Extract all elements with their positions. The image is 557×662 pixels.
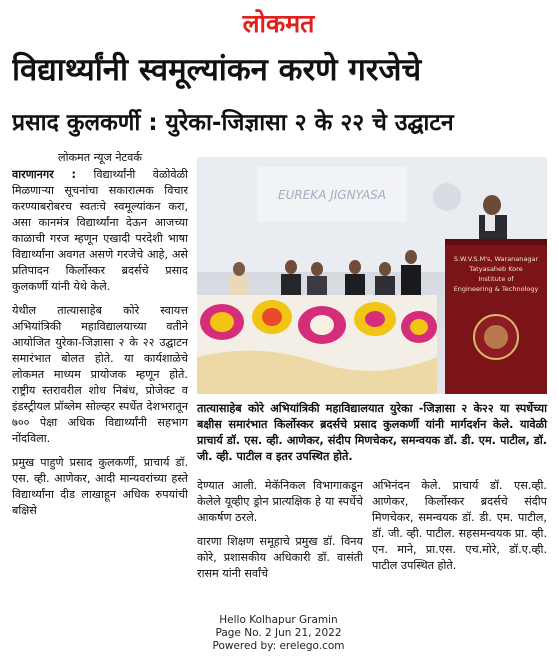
photo-caption: तात्यासाहेब कोरे अभियांत्रिकी महाविद्यालयात युरेका -जिज्ञासा २ के२२ या स्पर्धेच्या बक्षीस समारंभात किर्लोस्कर ब्रदर्सचे प्रसाद कुलकर्णी यांनी मार्गदर्शन केले. यावेळी प्राचार्य डॉ. एस. व्ही. आणेकर, संदीप मिणचेकर, समन्वयक डॉ. डी. एम. पाटील, डॉ. जी. व्ही. पाटील व इतर उपस्थित होते.	[197, 402, 547, 463]
paragraph-2: येथील तात्यासाहेब कोरे स्वायत्त अभियांत्रिकी महाविद्यालयाच्या वतीने आयोजित युरेका-जिज्ञासा २ के २२ उद्घाटन समारंभात बोलत होते. या कार्यशाळेचे लोकमत माध्यम प्रायोजक म्हणून होते. राष्ट्रीय स्तरावरील शोध निबंध, प्रोजेक्ट व इंडस्ट्रीयल प्रॉब्लेम सोल्व्हर स्पर्धेत देशभरातून ७०० पेक्षा अधिक विद्यार्थ्यांनी सहभाग नोंदविला.	[12, 304, 188, 445]
edition-name: Hello Kolhapur Gramin	[219, 614, 338, 626]
paragraph-5: वारणा शिक्षण समूहाचे प्रमुख डॉ. विनय कोरे, प्रशासकीय अधिकारी डॉ. वासंती रासम यांनी सर्वांचे	[197, 535, 363, 580]
event-photo	[197, 157, 547, 394]
article-headline: विद्यार्थ्यांनी स्वमूल्यांकन करणे गरजेचे	[12, 52, 422, 88]
dateline: वारणानगर :	[12, 168, 77, 181]
article-subhead: प्रसाद कुलकर्णी : युरेका-जिज्ञासा २ के २२ चे उद्घाटन	[12, 110, 454, 136]
article-column-1	[12, 150, 188, 610]
paragraph-6: अभिनंदन केले. प्राचार्य डॉ. एस.व्ही. आणेकर, किर्लोस्कर ब्रदर्सचे संदीप मिणचेकर, समन्वयक डॉ. डी. एम. पाटील, डॉ. जी. व्ही. पाटील. सहसमन्वयक प्रा. व्ही. एन. माने, प्रा.एस. एच.मोरे, डॉ.ए.व्ही. पाटील उपस्थित होते.	[372, 479, 547, 572]
newspaper-logo: लोकमत	[242, 9, 315, 38]
banner-text: EUREKA JIGNYASA	[278, 188, 386, 202]
paragraph-4: देण्यात आली. मेकॅनिकल विभागाकडून केलेले यूव्हीए ड्रोन प्रात्यक्षिक हे या स्पर्धेचे आकर्षण ठरले.	[197, 479, 363, 524]
article-column-3	[372, 478, 547, 608]
podium-line-4: Engineering & Technology	[453, 285, 539, 293]
article-column-2	[197, 478, 363, 608]
byline: लोकमत न्यूज नेटवर्क	[57, 151, 142, 164]
paragraph-3: प्रमुख पाहुणे प्रसाद कुलकर्णी, प्राचार्य डॉ. एस. व्ही. आणेकर, आदी मान्यवरांच्या हस्ते विद्यार्थ्यांना दीड लाखाहून अधिक रुपयांची बक्षिसे	[12, 456, 188, 517]
podium-line-1: S.W.V.S.M's, Warananagar	[453, 255, 539, 263]
paragraph-1	[12, 167, 188, 295]
paragraph-1-text: विद्यार्थ्यांनी वेळोवेळी मिळणाऱ्या सूचनांचा सकारात्मक विचार करण्याबरोबरच स्वतःचे स्वमूल्यांकन करा, असा कानमंत्र विद्यार्थ्यांना देऊन आजच्या काळाची गरज म्हणून एखादी परदेशी भाषा विद्यार्थ्यांना अवगत असणे गरजेचे आहे, असे प्रतिपादन किर्लोस्कर ब्रदर्सचे प्रसाद कुलकर्णी यांनी येथे केले.	[12, 168, 188, 293]
podium-line-2: Tatyasaheb Kore	[469, 265, 523, 273]
powered-by: Powered by: erelego.com	[212, 640, 345, 652]
masthead	[0, 4, 557, 44]
podium-line-3: Institute of	[478, 275, 514, 283]
page-date: Page No. 2 Jun 21, 2022	[215, 627, 342, 639]
page-footer	[0, 614, 557, 653]
